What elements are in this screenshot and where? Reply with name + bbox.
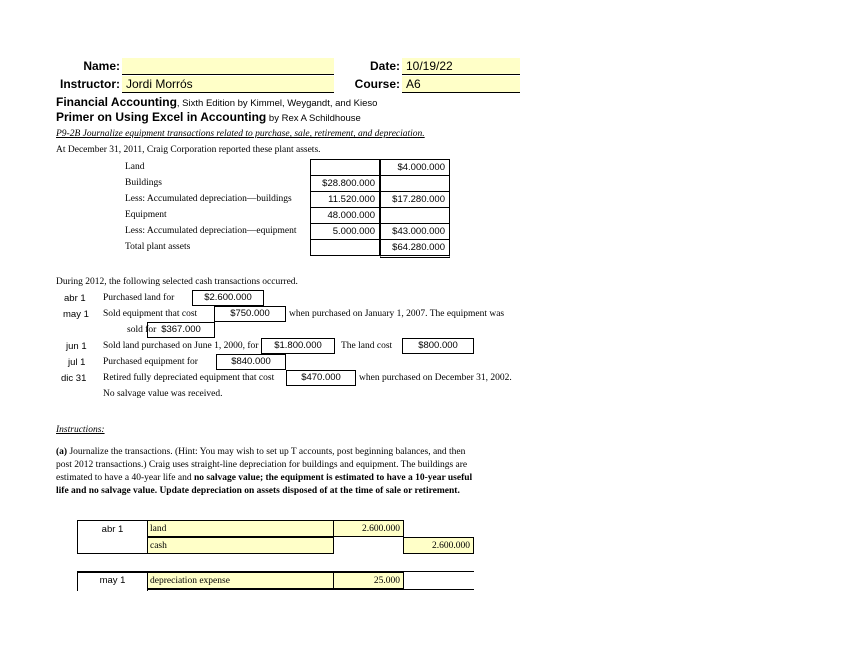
book-title: Financial Accounting, Sixth Edition by Kimmel, Weygandt, and Kieso [56,95,378,109]
asset-col1-cell [310,239,380,256]
name-field[interactable] [122,58,334,75]
problem-heading: P9-2B Journalize equipment transactions related to purchase, sale, retirement, and depreciation. [56,129,425,139]
transaction-amount: $470.000 [286,370,356,386]
instructions-line: estimated to have a 40-year life and no salvage value; the equipment is estimated to have a 10-year useful [56,473,473,483]
transaction-date: jun 1 [66,341,87,352]
journal-debit-cell[interactable] [333,537,404,554]
instructor-label: Instructor: [60,77,120,91]
instructions-line: (a) Journalize the transactions. (Hint: You may wish to set up T accounts, post beginning balances, and then [56,447,466,457]
transaction-amount: $1.800.000 [261,338,335,354]
date-field[interactable]: 10/19/22 [402,58,520,75]
transaction-amount: $2.600.000 [192,290,264,306]
course-field[interactable]: A6 [402,76,520,93]
transaction-amount: $750.000 [214,306,286,322]
journal-account-cell[interactable]: land [147,520,334,537]
transaction-date: jul 1 [68,357,86,368]
asset-col1-cell: 48.000.000 [310,207,380,224]
transaction-text: The land cost [341,341,393,351]
transaction-text: Sold land purchased on June 1, 2000, for [103,341,259,351]
transaction-date: may 1 [63,309,89,320]
asset-col2-cell [380,175,450,192]
transaction-text: when purchased on December 31, 2002. [359,373,512,383]
asset-label: Buildings [125,178,162,188]
transactions-intro: During 2012, the following selected cash transactions occurred. [56,277,298,287]
asset-label: Less: Accumulated depreciation—equipment [125,226,297,236]
transaction-text: Purchased equipment for [103,357,198,367]
transaction-amount: $367.000 [147,322,215,338]
asset-col1-cell: 11.520.000 [310,191,380,208]
transaction-text: No salvage value was received. [103,389,223,399]
transaction-date: dic 31 [61,373,87,384]
asset-col2-cell: $4.000.000 [380,159,450,176]
transaction-date: abr 1 [64,293,86,304]
instructions-line: life and no salvage value. Update depreciation on assets disposed of at the time of sale or retirement. [56,486,460,496]
asset-label: Less: Accumulated depreciation—buildings [125,194,292,204]
transaction-text: Sold equipment that cost [103,309,198,319]
transaction-text: sold for [127,325,157,335]
name-label: Name: [83,59,120,73]
asset-label: Equipment [125,210,167,220]
problem-intro: At December 31, 2011, Craig Corporation reported these plant assets. [56,145,321,155]
asset-label: Land [125,162,145,172]
asset-total-cell: $64.280.000 [380,239,450,258]
journal-date: may 1 [99,575,126,586]
transaction-text: Retired fully depreciated equipment that cost [103,373,275,383]
asset-col2-cell: $17.280.000 [380,191,450,208]
journal-date: abr 1 [101,524,124,535]
instructor-field[interactable]: Jordi Morrós [122,76,334,93]
asset-col2-cell: $43.000.000 [380,223,450,240]
instructions-heading: Instructions: [56,425,105,435]
instructions-line: post 2012 transactions.) Craig uses straight-line depreciation for buildings and equipment. The buildings are [56,460,468,470]
journal-debit-cell[interactable]: 25.000 [333,572,404,589]
asset-col1-cell: 5.000.000 [310,223,380,240]
asset-label: Total plant assets [125,242,191,252]
asset-col1-cell: $28.800.000 [310,175,380,192]
transaction-amount: $840.000 [216,354,286,370]
transaction-text: when purchased on January 1, 2007. The equipment was [289,309,505,319]
asset-col2-cell [380,207,450,224]
asset-col1-cell [310,159,380,176]
transaction-text: Purchased land for [103,293,175,303]
transaction-amount: $800.000 [402,338,474,354]
journal-bottom-rule [148,589,474,590]
journal-account-cell[interactable]: depreciation expense [147,572,334,589]
journal-account-cell[interactable]: cash [147,537,334,554]
journal-credit-cell[interactable]: 2.600.000 [403,537,474,554]
primer-title: Primer on Using Excel in Accounting by Rex A Schildhouse [56,110,361,124]
course-label: Course: [354,77,400,91]
date-label: Date: [369,59,400,73]
journal-debit-cell[interactable]: 2.600.000 [333,520,404,537]
